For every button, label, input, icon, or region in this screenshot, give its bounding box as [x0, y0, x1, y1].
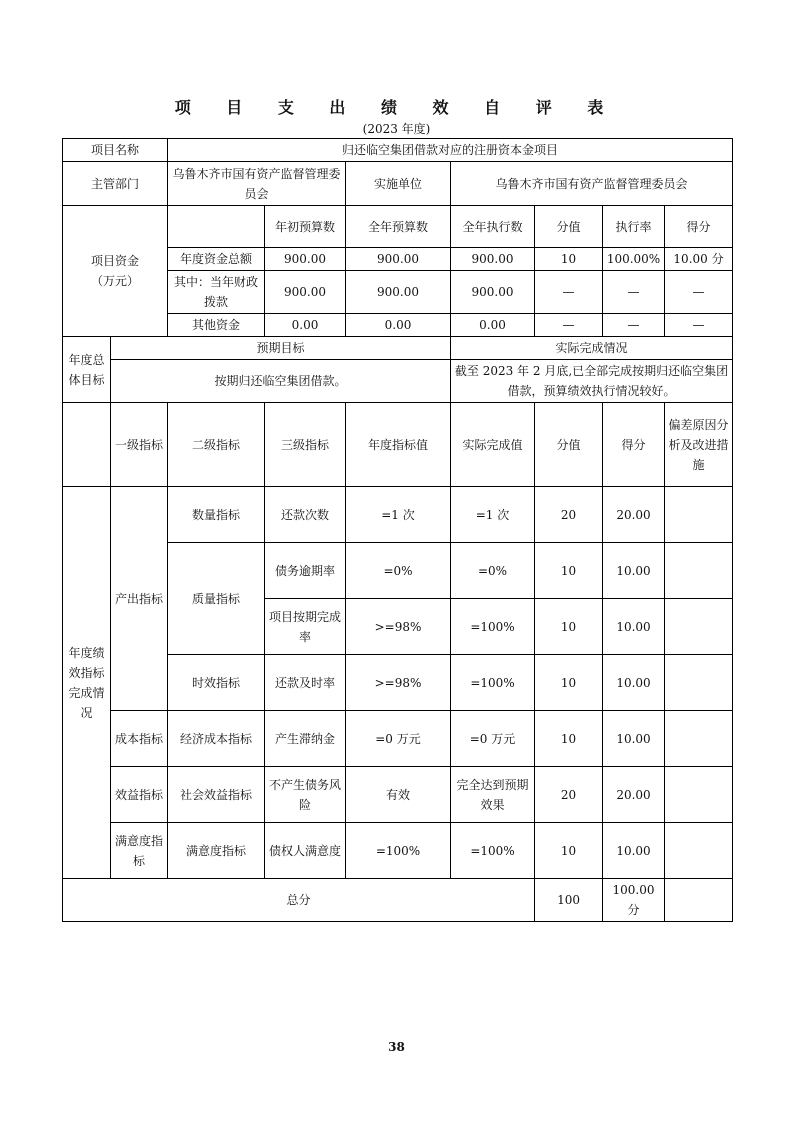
funds-header-cell: 执行率: [603, 206, 665, 248]
expected-goal-label: 预期目标: [111, 337, 451, 360]
funds-cell: 900.00: [451, 271, 535, 314]
dept-label: 主管部门: [63, 162, 168, 206]
funds-header-cell: 全年执行数: [451, 206, 535, 248]
project-name-value: 归还临空集团借款对应的注册资本金项目: [168, 139, 733, 162]
total-label: 总分: [63, 879, 535, 922]
indicator-row: [63, 487, 733, 543]
project-name-row: [63, 139, 733, 162]
level1-indicator: 满意度指标: [111, 823, 168, 879]
total-value: 100: [535, 879, 603, 922]
actual-value: =1 次: [451, 487, 535, 543]
total-note: [665, 879, 733, 922]
funds-header-cell: 得分: [665, 206, 733, 248]
goals-label: 年度总体目标: [63, 337, 111, 403]
funds-cell: 900.00: [265, 271, 346, 314]
funds-cell: 10: [535, 248, 603, 271]
department-row: [63, 162, 733, 206]
level2-indicator: 数量指标: [168, 487, 265, 543]
score: 10.00: [603, 543, 665, 599]
funds-cell: —: [665, 314, 733, 337]
target-value: =1 次: [346, 487, 451, 543]
funds-cell: —: [603, 314, 665, 337]
target-value: =0 万元: [346, 711, 451, 767]
funds-header-cell: 分值: [535, 206, 603, 248]
goals-header-row: [63, 337, 733, 360]
score: 20.00: [603, 767, 665, 823]
level3-indicator: 债权人满意度: [265, 823, 346, 879]
indicator-header-cell: 二级指标: [168, 403, 265, 487]
unit-value: 乌鲁木齐市国有资产监督管理委员会: [451, 162, 733, 206]
level1-indicator: 成本指标: [111, 711, 168, 767]
deviation-note: [665, 655, 733, 711]
deviation-note: [665, 599, 733, 655]
project-name-label: 项目名称: [63, 139, 168, 162]
level1-indicator: 产出指标: [111, 487, 168, 711]
funds-cell: 10.00 分: [665, 248, 733, 271]
indicator-header-cell: 得分: [603, 403, 665, 487]
funds-row-label: 其中：当年财政拨款: [168, 271, 265, 314]
total-row: [63, 879, 733, 922]
funds-cell: 900.00: [346, 248, 451, 271]
score-value: 10: [535, 543, 603, 599]
dept-value: 乌鲁木齐市国有资产监督管理委员会: [168, 162, 346, 206]
funds-header-cell: 全年预算数: [346, 206, 451, 248]
score-value: 10: [535, 599, 603, 655]
deviation-note: [665, 767, 733, 823]
indicator-header-cell: 分值: [535, 403, 603, 487]
score-value: 10: [535, 711, 603, 767]
indicator-header-cell: 年度指标值: [346, 403, 451, 487]
funds-cell: 0.00: [346, 314, 451, 337]
target-value: 有效: [346, 767, 451, 823]
funds-label: 项目资金 （万元）: [63, 206, 168, 337]
level3-indicator: 债务逾期率: [265, 543, 346, 599]
funds-cell: 900.00: [346, 271, 451, 314]
score: 10.00: [603, 599, 665, 655]
target-value: =0%: [346, 543, 451, 599]
deviation-note: [665, 487, 733, 543]
evaluation-table: [62, 138, 733, 922]
indicator-header-row: [63, 403, 733, 487]
indicator-row: [63, 767, 733, 823]
level2-indicator: 满意度指标: [168, 823, 265, 879]
level2-indicator: 经济成本指标: [168, 711, 265, 767]
funds-header-cell: 年初预算数: [265, 206, 346, 248]
level2-indicator: 社会效益指标: [168, 767, 265, 823]
funds-cell: 900.00: [451, 248, 535, 271]
funds-cell: —: [665, 271, 733, 314]
actual-value: =0 万元: [451, 711, 535, 767]
funds-cell: 900.00: [265, 248, 346, 271]
funds-cell: —: [535, 271, 603, 314]
funds-header-blank: [168, 206, 265, 248]
score-value: 10: [535, 655, 603, 711]
deviation-note: [665, 543, 733, 599]
funds-cell: 100.00%: [603, 248, 665, 271]
actual-value: =0%: [451, 543, 535, 599]
expected-goal-text: 按期归还临空集团借款。: [111, 360, 451, 403]
indicator-header-cell: 一级指标: [111, 403, 168, 487]
score-value: 20: [535, 487, 603, 543]
funds-cell: —: [603, 271, 665, 314]
level3-indicator: 产生滞纳金: [265, 711, 346, 767]
score: 10.00: [603, 823, 665, 879]
score: 10.00: [603, 711, 665, 767]
total-score: 100.00 分: [603, 879, 665, 922]
actual-value: =100%: [451, 823, 535, 879]
level1-indicator: 效益指标: [111, 767, 168, 823]
level2-indicator: 时效指标: [168, 655, 265, 711]
deviation-note: [665, 711, 733, 767]
target-value: >=98%: [346, 599, 451, 655]
target-value: =100%: [346, 823, 451, 879]
score-value: 20: [535, 767, 603, 823]
level2-indicator: 质量指标: [168, 543, 265, 655]
funds-cell: 0.00: [265, 314, 346, 337]
level3-indicator: 还款及时率: [265, 655, 346, 711]
funds-row-label: 其他资金: [168, 314, 265, 337]
target-value: >=98%: [346, 655, 451, 711]
actual-value: =100%: [451, 655, 535, 711]
indicator-header-cell: 偏差原因分析及改进措施: [665, 403, 733, 487]
page-title: 项 目 支 出 绩 效 自 评 表: [174, 98, 619, 117]
actual-completion-label: 实际完成情况: [451, 337, 733, 360]
funds-cell: —: [535, 314, 603, 337]
unit-label: 实施单位: [346, 162, 451, 206]
score: 20.00: [603, 487, 665, 543]
level3-indicator: 项目按期完成率: [265, 599, 346, 655]
indicator-header-cell: 三级指标: [265, 403, 346, 487]
actual-completion-text: 截至 2023 年 2 月底,已全部完成按期归还临空集团借款，预算绩效执行情况较好。: [451, 360, 733, 403]
indicator-header-cell: 实际完成值: [451, 403, 535, 487]
indicator-section-label: 年度绩效指标完成情况: [63, 487, 111, 879]
score-value: 10: [535, 823, 603, 879]
funds-row-label: 年度资金总额: [168, 248, 265, 271]
indicator-row: [63, 711, 733, 767]
level3-indicator: 不产生债务风险: [265, 767, 346, 823]
goals-content-row: [63, 360, 733, 403]
page-number: 38: [388, 1040, 405, 1054]
actual-value: 完全达到预期效果: [451, 767, 535, 823]
indicator-row: [63, 823, 733, 879]
page-subtitle: (2023 年度): [362, 122, 431, 136]
actual-value: =100%: [451, 599, 535, 655]
indicator-header-blank: [63, 403, 111, 487]
score: 10.00: [603, 655, 665, 711]
deviation-note: [665, 823, 733, 879]
funds-cell: 0.00: [451, 314, 535, 337]
funds-header-row: [63, 206, 733, 248]
level3-indicator: 还款次数: [265, 487, 346, 543]
